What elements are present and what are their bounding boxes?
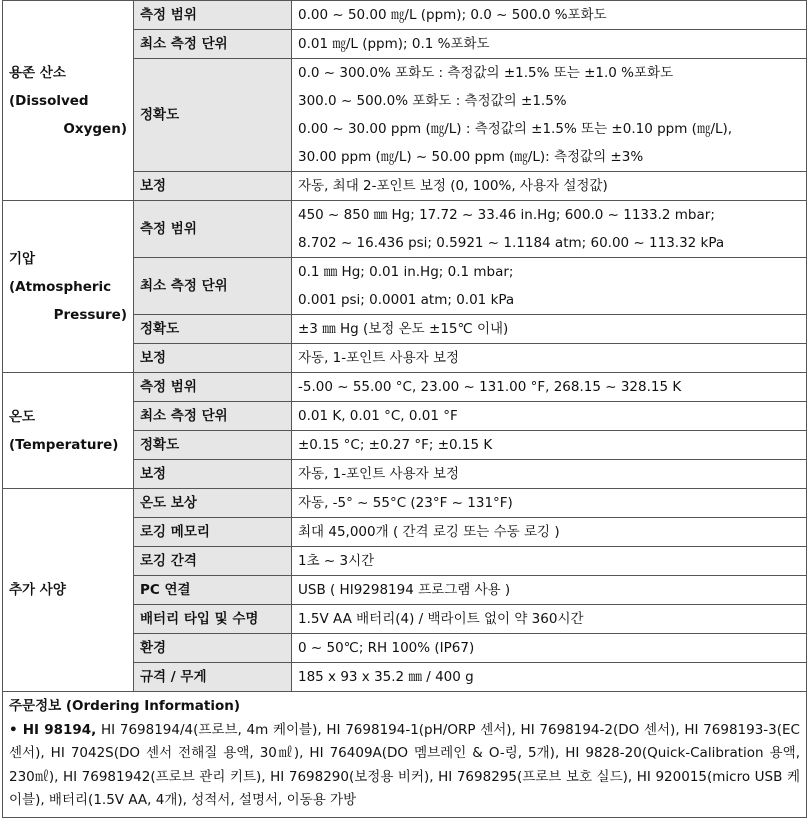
spec-value <box>292 663 807 692</box>
category-english-cont: Oxygen) <box>63 120 127 137</box>
category-korean: 기압 <box>9 250 36 267</box>
spec-value-line: 0.1 ㎜ Hg; 0.01 in.Hg; 0.1 mbar; <box>298 264 514 280</box>
ordering-items: HI 7698194/4(프로브, 4m 케이블), HI 7698194-1(pH/ORP 센서), HI 7698194-2(DO 센서), HI 7698193-3(EC 센서), HI 7042S(DO 센서 전해질 용액, 30㎖), HI 76409A(DO 멤브레인 & O-링, 5개), HI 9828-20(Quick-Calibration 용액, 230㎖), HI 76981942(프로브 관리 키트), HI 7698290(보정용 비커), HI 7698295(프로브 보호 실드), HI 920015(micro USB 케이블), 배터리(1.5V AA, 4개), 성적서, 설명서, 이동용 가방 <box>9 721 800 808</box>
spec-value-line: 자동, 최대 2-포인트 보정 (0, 100%, 사용자 설정값) <box>298 178 608 194</box>
spec-label: 최소 측정 단위 <box>134 402 292 431</box>
spec-value <box>292 605 807 634</box>
spec-table <box>2 0 807 692</box>
spec-value-line: 0.01 ㎎/L (ppm); 0.1 %포화도 <box>298 36 490 52</box>
category-cell <box>3 373 134 489</box>
spec-row <box>3 373 807 402</box>
spec-value-line: 0.0 ~ 300.0% 포화도 : 측정값의 ±1.5% 또는 ±1.0 %포화도 <box>298 65 674 81</box>
spec-value <box>292 1 807 30</box>
spec-row <box>3 201 807 258</box>
spec-value-line: 자동, 1-포인트 사용자 보정 <box>298 350 460 366</box>
spec-value-line: 1.5V AA 배터리(4) / 백라이트 없이 약 360시간 <box>298 611 584 627</box>
spec-value <box>292 344 807 373</box>
spec-label: 로깅 간격 <box>134 547 292 576</box>
spec-value-line: 0 ~ 50℃; RH 100% (IP67) <box>298 640 475 656</box>
spec-label: 보정 <box>134 344 292 373</box>
spec-value <box>292 315 807 344</box>
spec-value-line: 8.702 ~ 16.436 psi; 0.5921 ~ 1.1184 atm; 60.00 ~ 113.32 kPa <box>298 235 725 251</box>
spec-label: 로깅 메모리 <box>134 518 292 547</box>
spec-label: 온도 보상 <box>134 489 292 518</box>
spec-label: 측정 범위 <box>134 373 292 402</box>
spec-label: 측정 범위 <box>134 201 292 258</box>
ordering-model: • HI 98194, <box>9 721 97 738</box>
spec-value-line: ±3 ㎜ Hg (보정 온도 ±15℃ 이내) <box>298 321 509 337</box>
spec-value-line: 자동, -5° ~ 55°C (23°F ~ 131°F) <box>298 495 513 511</box>
spec-value <box>292 547 807 576</box>
spec-value-line: 1초 ~ 3시간 <box>298 553 375 569</box>
spec-value-line: 최대 45,000개 ( 간격 로깅 또는 수동 로깅 ) <box>298 524 560 540</box>
spec-row <box>3 489 807 518</box>
spec-label: 정확도 <box>134 431 292 460</box>
spec-value <box>292 431 807 460</box>
category-english-cont: Pressure) <box>53 306 127 323</box>
spec-value <box>292 373 807 402</box>
spec-label: 최소 측정 단위 <box>134 258 292 315</box>
ordering-info <box>2 692 807 818</box>
spec-value-line: 0.001 psi; 0.0001 atm; 0.01 kPa <box>298 292 515 308</box>
spec-value <box>292 489 807 518</box>
spec-label: 환경 <box>134 634 292 663</box>
category-cell <box>3 489 134 692</box>
spec-value-line: 300.0 ~ 500.0% 포화도 : 측정값의 ±1.5% <box>298 93 567 109</box>
spec-label: 최소 측정 단위 <box>134 30 292 59</box>
spec-value <box>292 201 807 258</box>
ordering-title: 주문정보 (Ordering Information) <box>9 698 240 714</box>
spec-value <box>292 402 807 431</box>
category-english: (Atmospheric <box>9 278 112 295</box>
spec-value-line: 0.00 ~ 30.00 ppm (㎎/L) : 측정값의 ±1.5% 또는 ±0.10 ppm (㎎/L), <box>298 121 733 137</box>
spec-label: 정확도 <box>134 59 292 172</box>
spec-value <box>292 172 807 201</box>
spec-value <box>292 59 807 172</box>
spec-value-line: USB ( HI9298194 프로그램 사용 ) <box>298 582 511 598</box>
spec-value-line: 185 x 93 x 35.2 ㎜ / 400 g <box>298 669 474 685</box>
spec-value <box>292 576 807 605</box>
spec-label: PC 연결 <box>134 576 292 605</box>
category-korean: 용존 산소 <box>9 64 66 81</box>
spec-value <box>292 518 807 547</box>
spec-value <box>292 634 807 663</box>
spec-label: 정확도 <box>134 315 292 344</box>
spec-label: 규격 / 무게 <box>134 663 292 692</box>
spec-label: 보정 <box>134 460 292 489</box>
spec-value-line: 0.01 K, 0.01 °C, 0.01 °F <box>298 408 458 424</box>
category-cell <box>3 201 134 373</box>
spec-value-line: ±0.15 °C; ±0.27 °F; ±0.15 K <box>298 437 493 453</box>
category-korean: 온도 <box>9 408 36 425</box>
spec-value-line: 자동, 1-포인트 사용자 보정 <box>298 466 460 482</box>
spec-value-line: 0.00 ~ 50.00 ㎎/L (ppm); 0.0 ~ 500.0 %포화도 <box>298 7 607 23</box>
category-cell <box>3 1 134 201</box>
spec-label: 배터리 타입 및 수명 <box>134 605 292 634</box>
spec-value-line: 30.00 ppm (㎎/L) ~ 50.00 ppm (㎎/L): 측정값의 ±3% <box>298 149 644 165</box>
spec-value-line: 450 ~ 850 ㎜ Hg; 17.72 ~ 33.46 in.Hg; 600.0 ~ 1133.2 mbar; <box>298 207 715 223</box>
spec-label: 측정 범위 <box>134 1 292 30</box>
spec-value <box>292 258 807 315</box>
spec-value <box>292 30 807 59</box>
spec-value-line: -5.00 ~ 55.00 °C, 23.00 ~ 131.00 °F, 268.15 ~ 328.15 K <box>298 379 682 395</box>
spec-label: 보정 <box>134 172 292 201</box>
category-korean: 추가 사양 <box>9 582 66 598</box>
spec-value <box>292 460 807 489</box>
spec-table-body <box>3 1 807 692</box>
category-english: (Temperature) <box>9 436 119 453</box>
category-english: (Dissolved <box>9 92 89 109</box>
spec-row <box>3 1 807 30</box>
